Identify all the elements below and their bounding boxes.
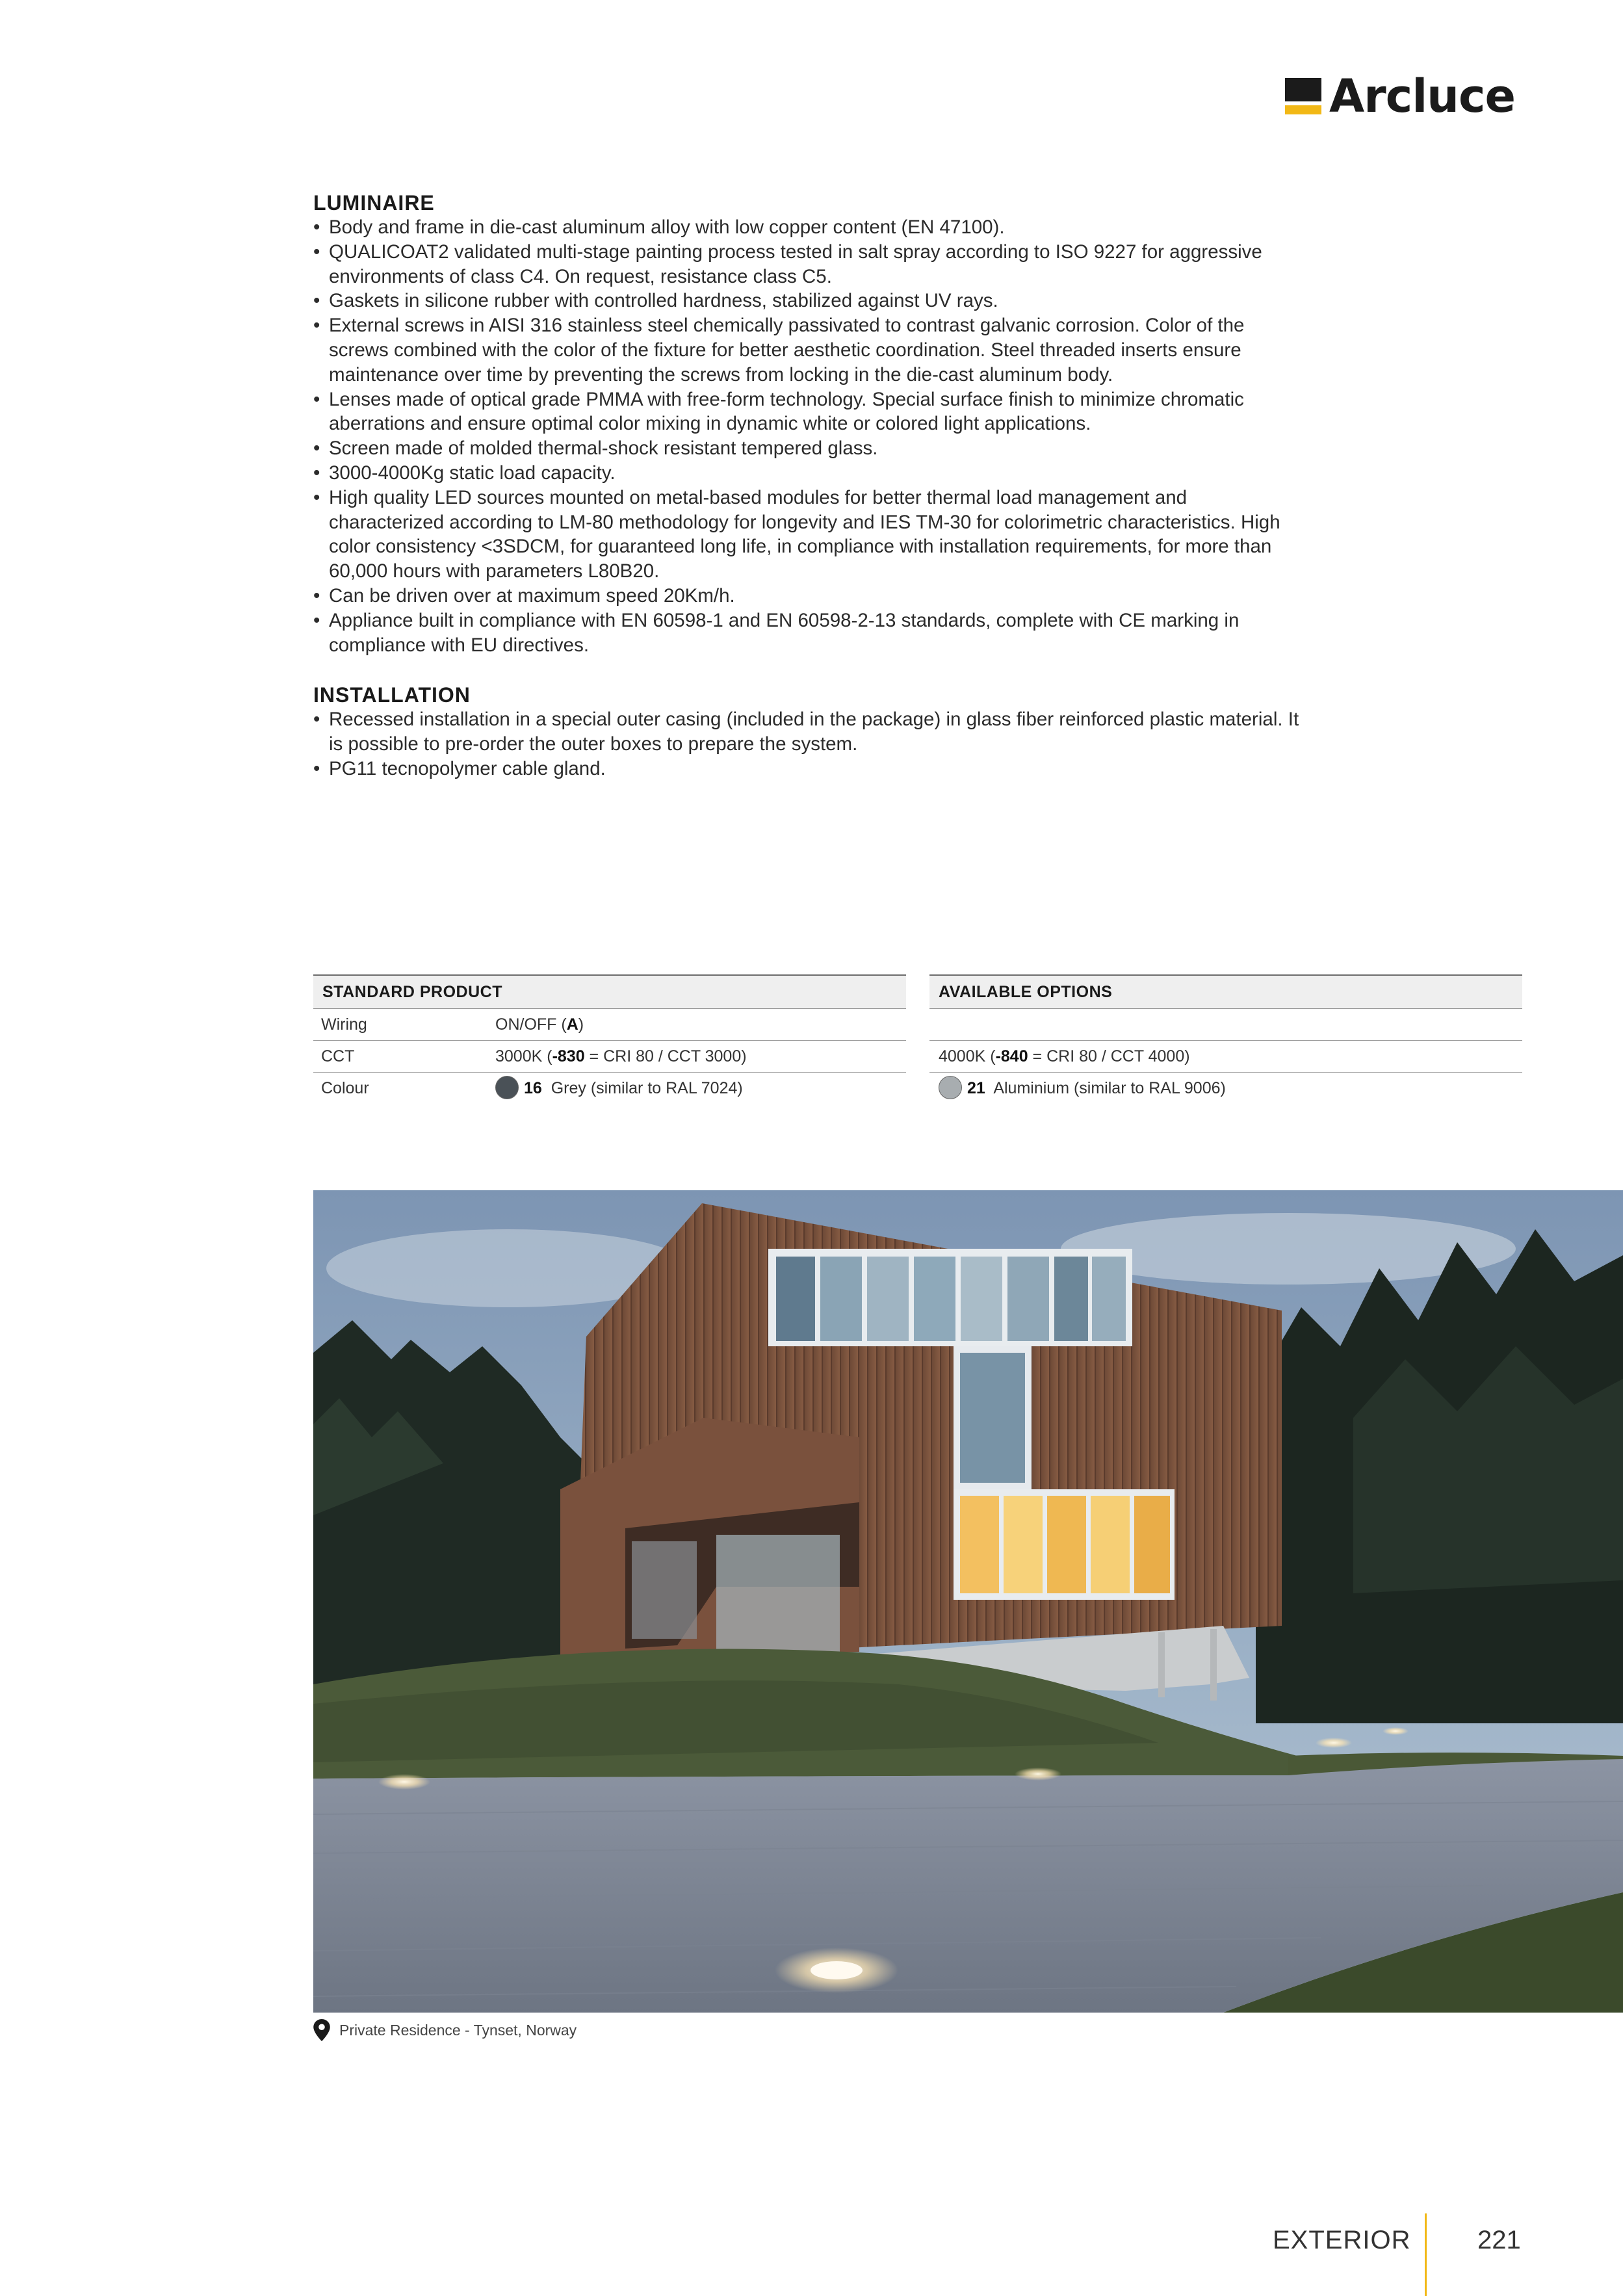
wiring-label: Wiring <box>321 1015 367 1034</box>
colour-label: Colour <box>321 1079 369 1097</box>
wiring-value: ON/OFF (A) <box>495 1015 584 1034</box>
logo-mark-icon <box>1285 78 1321 114</box>
brand-name: Arcluce <box>1329 70 1515 123</box>
luminaire-list <box>313 215 1301 657</box>
cct-value: 3000K (-830 = CRI 80 / CCT 3000) <box>495 1047 747 1065</box>
list-item: • External screws in AISI 316 stainless steel chemically passivated to contrast galvanic corrosion. Color of the screws combined with the color of the fixture for better aesthetic coordination. Steel threaded inserts ensure maintenance over time by preventing the screws from locking in the die-cast aluminum body. <box>313 313 1301 387</box>
list-item: • Lenses made of optical grade PMMA with free-form technology. Special surface finish to minimize chromatic aberrations and ensure optimal color mixing in dynamic white or colored light applications. <box>313 387 1301 437</box>
cct-option-value: 4000K (-840 = CRI 80 / CCT 4000) <box>939 1047 1190 1065</box>
table-row <box>929 1073 1522 1104</box>
colour-swatch-icon <box>939 1076 962 1099</box>
project-photo <box>313 1190 1623 2013</box>
list-item: • Can be driven over at maximum speed 20Km/h. <box>313 584 1301 608</box>
photo-caption <box>313 2018 577 2042</box>
table-row <box>929 1041 1522 1073</box>
list-item: • Body and frame in die-cast aluminum alloy with low copper content (EN 47100). <box>313 215 1301 240</box>
list-item: • PG11 tecnopolymer cable gland. <box>313 757 1301 781</box>
table-row <box>313 1073 906 1104</box>
section-label: EXTERIOR <box>1273 2226 1411 2254</box>
colour-option-value: 21 Aluminium (similar to RAL 9006) <box>939 1073 1226 1104</box>
page-number: 221 <box>1477 2226 1521 2254</box>
available-options-heading: AVAILABLE OPTIONS <box>929 976 1522 1009</box>
colour-value: 16 Grey (similar to RAL 7024) <box>495 1073 743 1104</box>
installation-list <box>313 707 1301 781</box>
installation-section <box>313 683 1301 781</box>
caption-text: Private Residence - Tynset, Norway <box>339 2021 577 2039</box>
location-pin-icon <box>313 2019 330 2041</box>
list-item: • 3000-4000Kg static load capacity. <box>313 461 1301 486</box>
luminaire-section <box>313 190 1301 657</box>
list-item: • Appliance built in compliance with EN 60598-1 and EN 60598-2-13 standards, complete with CE marking in compliance with EU directives. <box>313 608 1301 658</box>
list-item: • Recessed installation in a special outer casing (included in the package) in glass fiber reinforced plastic material. It is possible to pre-order the outer boxes to prepare the system. <box>313 707 1301 757</box>
table-row <box>929 1009 1522 1041</box>
table-row <box>313 1041 906 1073</box>
list-item: • QUALICOAT2 validated multi-stage painting process tested in salt spray according to ISO 9227 for aggressive environments of class C4. On request, resistance class C5. <box>313 240 1301 289</box>
standard-product-heading: STANDARD PRODUCT <box>313 976 906 1009</box>
luminaire-heading: LUMINAIRE <box>313 191 435 215</box>
cct-label: CCT <box>321 1047 355 1065</box>
available-options-table <box>929 974 1522 1104</box>
standard-product-table <box>313 974 906 1104</box>
brand-logo <box>1285 70 1515 123</box>
list-item: • High quality LED sources mounted on metal-based modules for better thermal load management and characterized according to LM-80 methodology for longevity and IES TM-30 for colorimetric characteristics. High color consistency <3SDCM, for guaranteed long life, in compliance with installation requirements, for more than 60,000 hours with parameters L80B20. <box>313 486 1301 584</box>
list-item: • Gaskets in silicone rubber with controlled hardness, stabilized against UV rays. <box>313 289 1301 313</box>
table-row <box>313 1009 906 1041</box>
list-item: • Screen made of molded thermal-shock resistant tempered glass. <box>313 436 1301 461</box>
colour-swatch-icon <box>495 1076 519 1099</box>
installation-heading: INSTALLATION <box>313 683 471 707</box>
footer-divider <box>1425 2213 1427 2296</box>
